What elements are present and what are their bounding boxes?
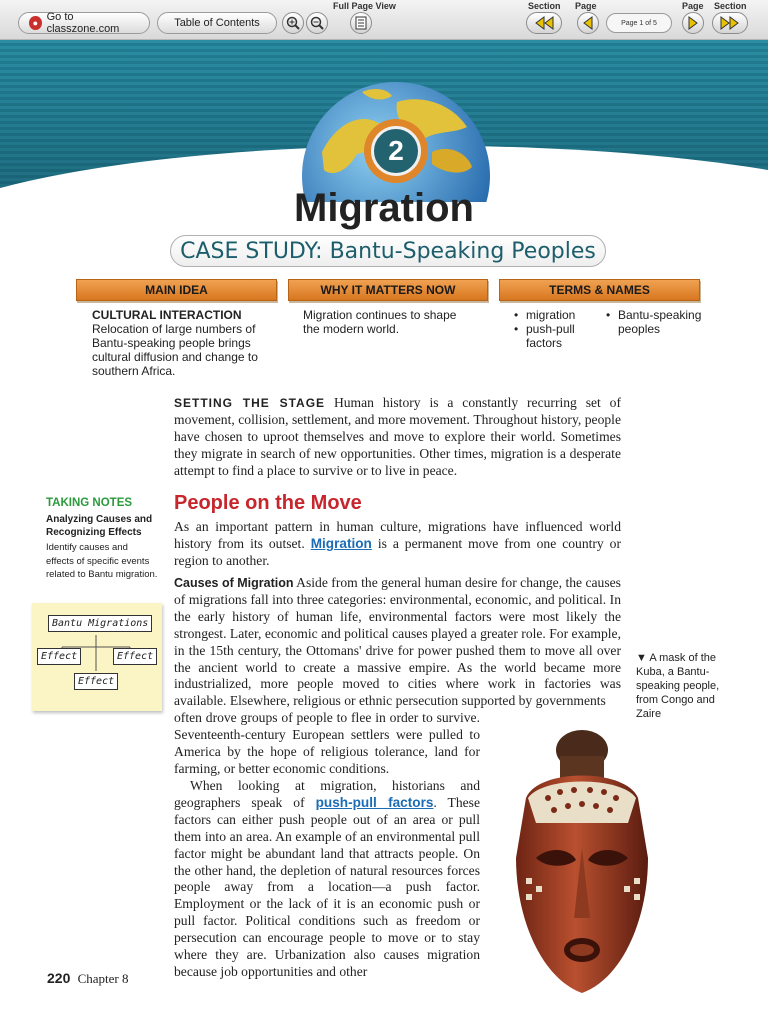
page-label-right: Page [682,1,704,11]
taking-notes-subtitle: Analyzing Causes and Recognizing Effects [46,514,153,538]
table-of-contents-button[interactable] [157,12,277,34]
section-label-right: Section [714,1,747,11]
diagram-effect-bottom: Effect [74,673,118,690]
classzone-icon: ● [29,16,42,30]
causes-subhead: Causes of Migration [174,576,294,590]
full-page-view-button[interactable] [350,12,372,34]
term-item[interactable]: • Bantu-speaking peoples [604,308,704,336]
intro-text-a: As an important pattern in human culture, migrations have influenced world history from its outset. [174,519,621,551]
section-label-left: Section [528,1,561,11]
main-idea-body: Relocation of large numbers of Bantu-speaking people brings cultural diffusion and change to southern Africa. [92,322,258,378]
paragraph-causes [174,575,621,710]
double-left-arrow-icon [533,16,555,30]
full-page-label: Full Page View [333,1,396,11]
diagram-effect-left: Effect [37,648,81,665]
left-arrow-icon [582,16,594,30]
page-view-icon [355,16,367,30]
next-section-button[interactable] [712,12,748,34]
paragraph-push-pull [174,778,480,981]
classzone-button[interactable] [18,12,150,34]
taking-notes-title: TAKING NOTES [46,497,133,509]
zoom-out-icon [310,16,324,30]
setting-stage-text: Human history is a constantly recurring set of movement, collision, settlement, and more movement. Throughout history, people have chosen to uproot themselves and move to explore their world. Sometimes they migrate in search of new opportunities. Other times, migration is a desperate attempt to find a place to survive or to live in peace. [174,395,621,478]
why-it-matters-heading: WHY IT MATTERS NOW [288,279,488,301]
term-push-pull-link[interactable]: push-pull factors [315,794,434,810]
case-study-title: CASE STUDY: Bantu-Speaking Peoples [170,235,606,267]
term-item[interactable]: • push-pull factors [512,322,598,350]
taking-notes-description: Identify causes and effects of specific events related to Bantu migration. [46,542,158,580]
main-idea-text [92,308,268,378]
pushpull-text-a: When looking at migration, historians and geographers speak of [174,778,480,810]
why-it-matters-text: Migration continues to shape the modern world. [303,308,457,336]
main-idea-label: CULTURAL INTERACTION [92,308,242,322]
intro-text-b: is a permanent move from one country or region to another. [174,535,621,568]
zoom-out-button[interactable] [306,12,328,34]
classzone-label: Go to classzone.com [46,11,120,35]
terms-list-right [604,308,704,336]
toc-label: Table of Contents [174,17,260,29]
page-number: 220 [47,970,71,986]
setting-stage-lead: SETTING THE STAGE [174,396,326,410]
paragraph-causes-continued: often drove groups of people to flee in order to survive. Seventeenth-century European settlers were pulled to America by the hope of religious tolerance, land for farming, or better economic conditions. [174,710,480,776]
kuba-mask-image [498,728,668,998]
previous-section-button[interactable] [526,12,562,34]
diagram-top-box: Bantu Migrations [48,615,152,632]
paragraph-intro [174,519,621,570]
section-heading: People on the Move [174,492,362,514]
zoom-in-button[interactable] [282,12,304,34]
diagram-effect-right: Effect [113,648,157,665]
caption-text: A mask of the Kuba, a Bantu-speaking people, from Congo and Zaire [636,652,720,720]
page-label-left: Page [575,1,597,11]
term-migration-link[interactable]: Migration [310,535,372,551]
section-number: 2 [371,126,421,176]
zoom-in-icon [286,16,300,30]
notes-diagram [32,603,162,711]
terms-list-left [512,308,598,350]
toolbar [0,0,768,40]
mask-caption [636,651,740,721]
term-item[interactable]: • migration [512,308,598,322]
pushpull-text-b: . These factors can either push people out of an area or pull them into an area. An example of an environmental pull factor might be abundant land that attracts people. On the other hand, the depletion of natural resources forces people away from a location—a push factor. Employment or the lack of it is an economic push or pull factor. Political conditions such as freedom or persecution can encourage people to move or to stay where they are. Urbanization also causes migration because job opportunities and other [174,794,480,979]
page-footer [47,970,129,987]
causes-text: Aside from the general human desire for change, the causes of migrations fall into three categories: environmental, economic, and political. In the early history of human life, environmental factors were most likely the strongest. Later, economic and political causes played a greater role. For example, in the 15th century, the Ottomans' drive for power pushed them to move all over the ancient world to create a massive empire. As the world became more industrialized, more people moved to cities where work in factories was available. Elsewhere, religious or ethnic persecution supported by governments [174,575,621,709]
double-right-arrow-icon [719,16,741,30]
previous-page-button[interactable] [577,12,599,34]
section-number-badge [364,119,428,183]
page-title: Migration [294,186,474,230]
terms-names-heading: TERMS & NAMES [499,279,700,301]
caption-arrow-icon: ▼ [636,652,647,664]
setting-the-stage [174,395,621,480]
chapter-label: Chapter 8 [77,971,129,986]
main-idea-heading: MAIN IDEA [76,279,277,301]
next-page-button[interactable] [682,12,704,34]
right-arrow-icon [687,16,699,30]
page-indicator: Page 1 of 5 [606,13,672,33]
